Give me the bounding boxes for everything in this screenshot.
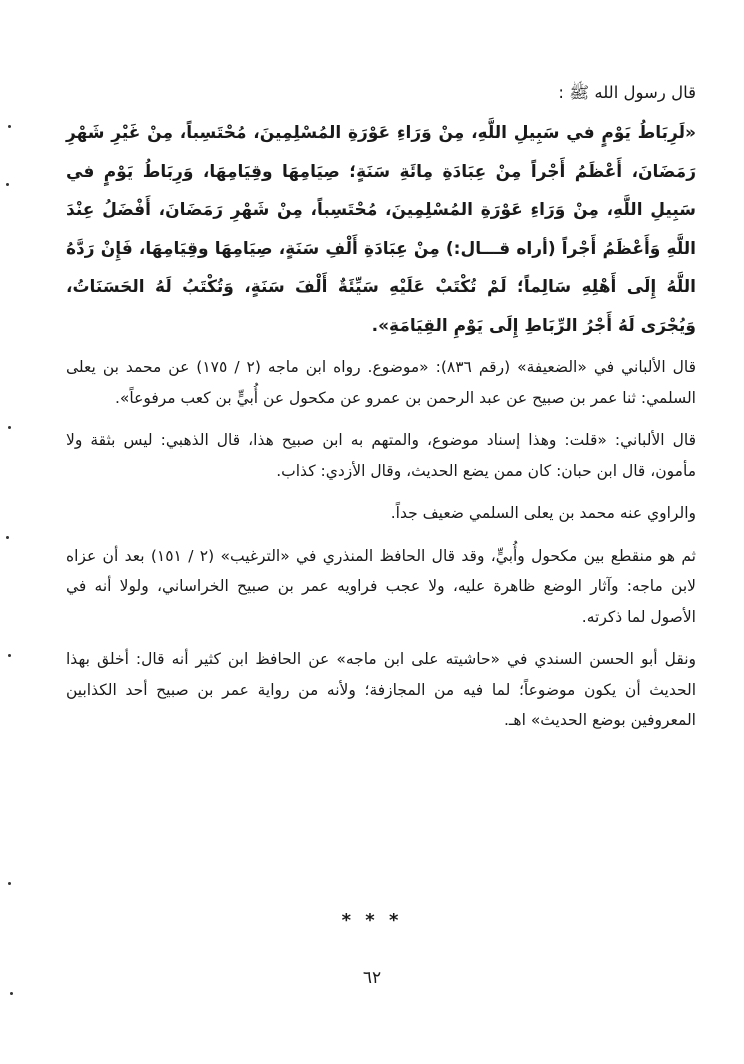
scan-speck	[8, 654, 11, 657]
scan-speck	[8, 426, 11, 429]
paragraph-narrator-weak: والراوي عنه محمد بن يعلى السلمي ضعيف جداً.	[390, 504, 696, 522]
scan-speck	[6, 183, 9, 186]
scan-speck	[6, 536, 9, 539]
paragraph-sindi: ونقل أبو الحسن السندي في «حاشيته على ابن ماجه» عن الحافظ ابن كثير أنه قال: أخلق بهذا الحديث أن يكون موضوعاً؛ لما فيه من المجازفة؛ ولأنه من رواية عمر بن صبيح أحد الكذابين المعروفين بوضع الحديث» اهـ.	[66, 650, 696, 729]
scan-speck	[8, 882, 11, 885]
paragraph-albani-comment: قال الألباني: «قلت: وهذا إسناد موضوع، والمتهم به ابن صبيح هذا، قال الذهبي: ليس بثقة ولا مأمون، قال ابن حبان: كان ممن يضع الحديث، وقال الأزدي: كذاب.	[66, 431, 696, 480]
section-separator: * * *	[341, 910, 403, 931]
scan-speck	[8, 125, 11, 128]
hadith-text: «لَرِبَاطُ يَوْمٍ في سَبِيلِ اللَّهِ، مِنْ وَرَاءِ عَوْرَةِ المُسْلِمِينَ، مُحْتَسِباً، مِنْ غَيْرِ شَهْرِ رَمَضَانَ، أَعْظَمُ أَجْراً مِنْ عِبَادَةِ مِائَةِ سَنَةٍ؛ صِيَامِهَا وقِيَامِهَا، وَرِبَاطُ يَوْمٍ في سَبِيلِ اللَّهِ، مِنْ وَرَاءِ عَوْرَةِ المُسْلِمِينَ، مُحْتَسِباً، مِنْ شَهْرِ رَمَضَانَ، أَفْضَلُ عِنْدَ اللَّهِ وَأَعْظَمُ أَجْراً (أراه قـــال:) مِنْ عِبَادَةِ أَلْفِ سَنَةٍ، صِيَامِهَا وقِيَامِهَا، فَإِنْ رَدَّهُ اللَّهُ إِلَى أَهْلِهِ سَالِماً؛ لَمْ تُكْتَبْ عَلَيْهِ سَيِّئَةٌ أَلْفَ سَنَةٍ، وَتُكْتَبُ لَهُ الحَسَنَاتُ، وَيُجْرَى لَهُ أَجْرُ الرِّبَاطِ إِلَى يَوْمِ القِيَامَةِ».	[66, 123, 696, 336]
paragraph-albani-citation: قال الألباني في «الضعيفة» (رقم ٨٣٦): «موضوع. رواه ابن ماجه (٢ / ١٧٥) عن محمد بن يعلى السلمي: ثنا عمر بن صبيح عن عبد الرحمن بن عمرو عن مكحول عن أُبيٍّ بن كعب مرفوعاً».	[66, 358, 696, 407]
scan-speck	[10, 992, 13, 995]
page-number: ٦٢	[362, 968, 382, 988]
page-body	[66, 78, 696, 748]
paragraph-mundhiri: ثم هو منقطع بين مكحول وأُبيٍّ، وقد قال الحافظ المنذري في «الترغيب» (٢ / ١٥١) بعد أن عزاه لابن ماجه: وآثار الوضع ظاهرة عليه، ولا عجب فراويه عمر بن صبيح الخراساني، ولولا أنه في الأصول لما ذكرته.	[66, 546, 696, 626]
intro-line: قال رسول الله ﷺ :	[558, 83, 696, 102]
